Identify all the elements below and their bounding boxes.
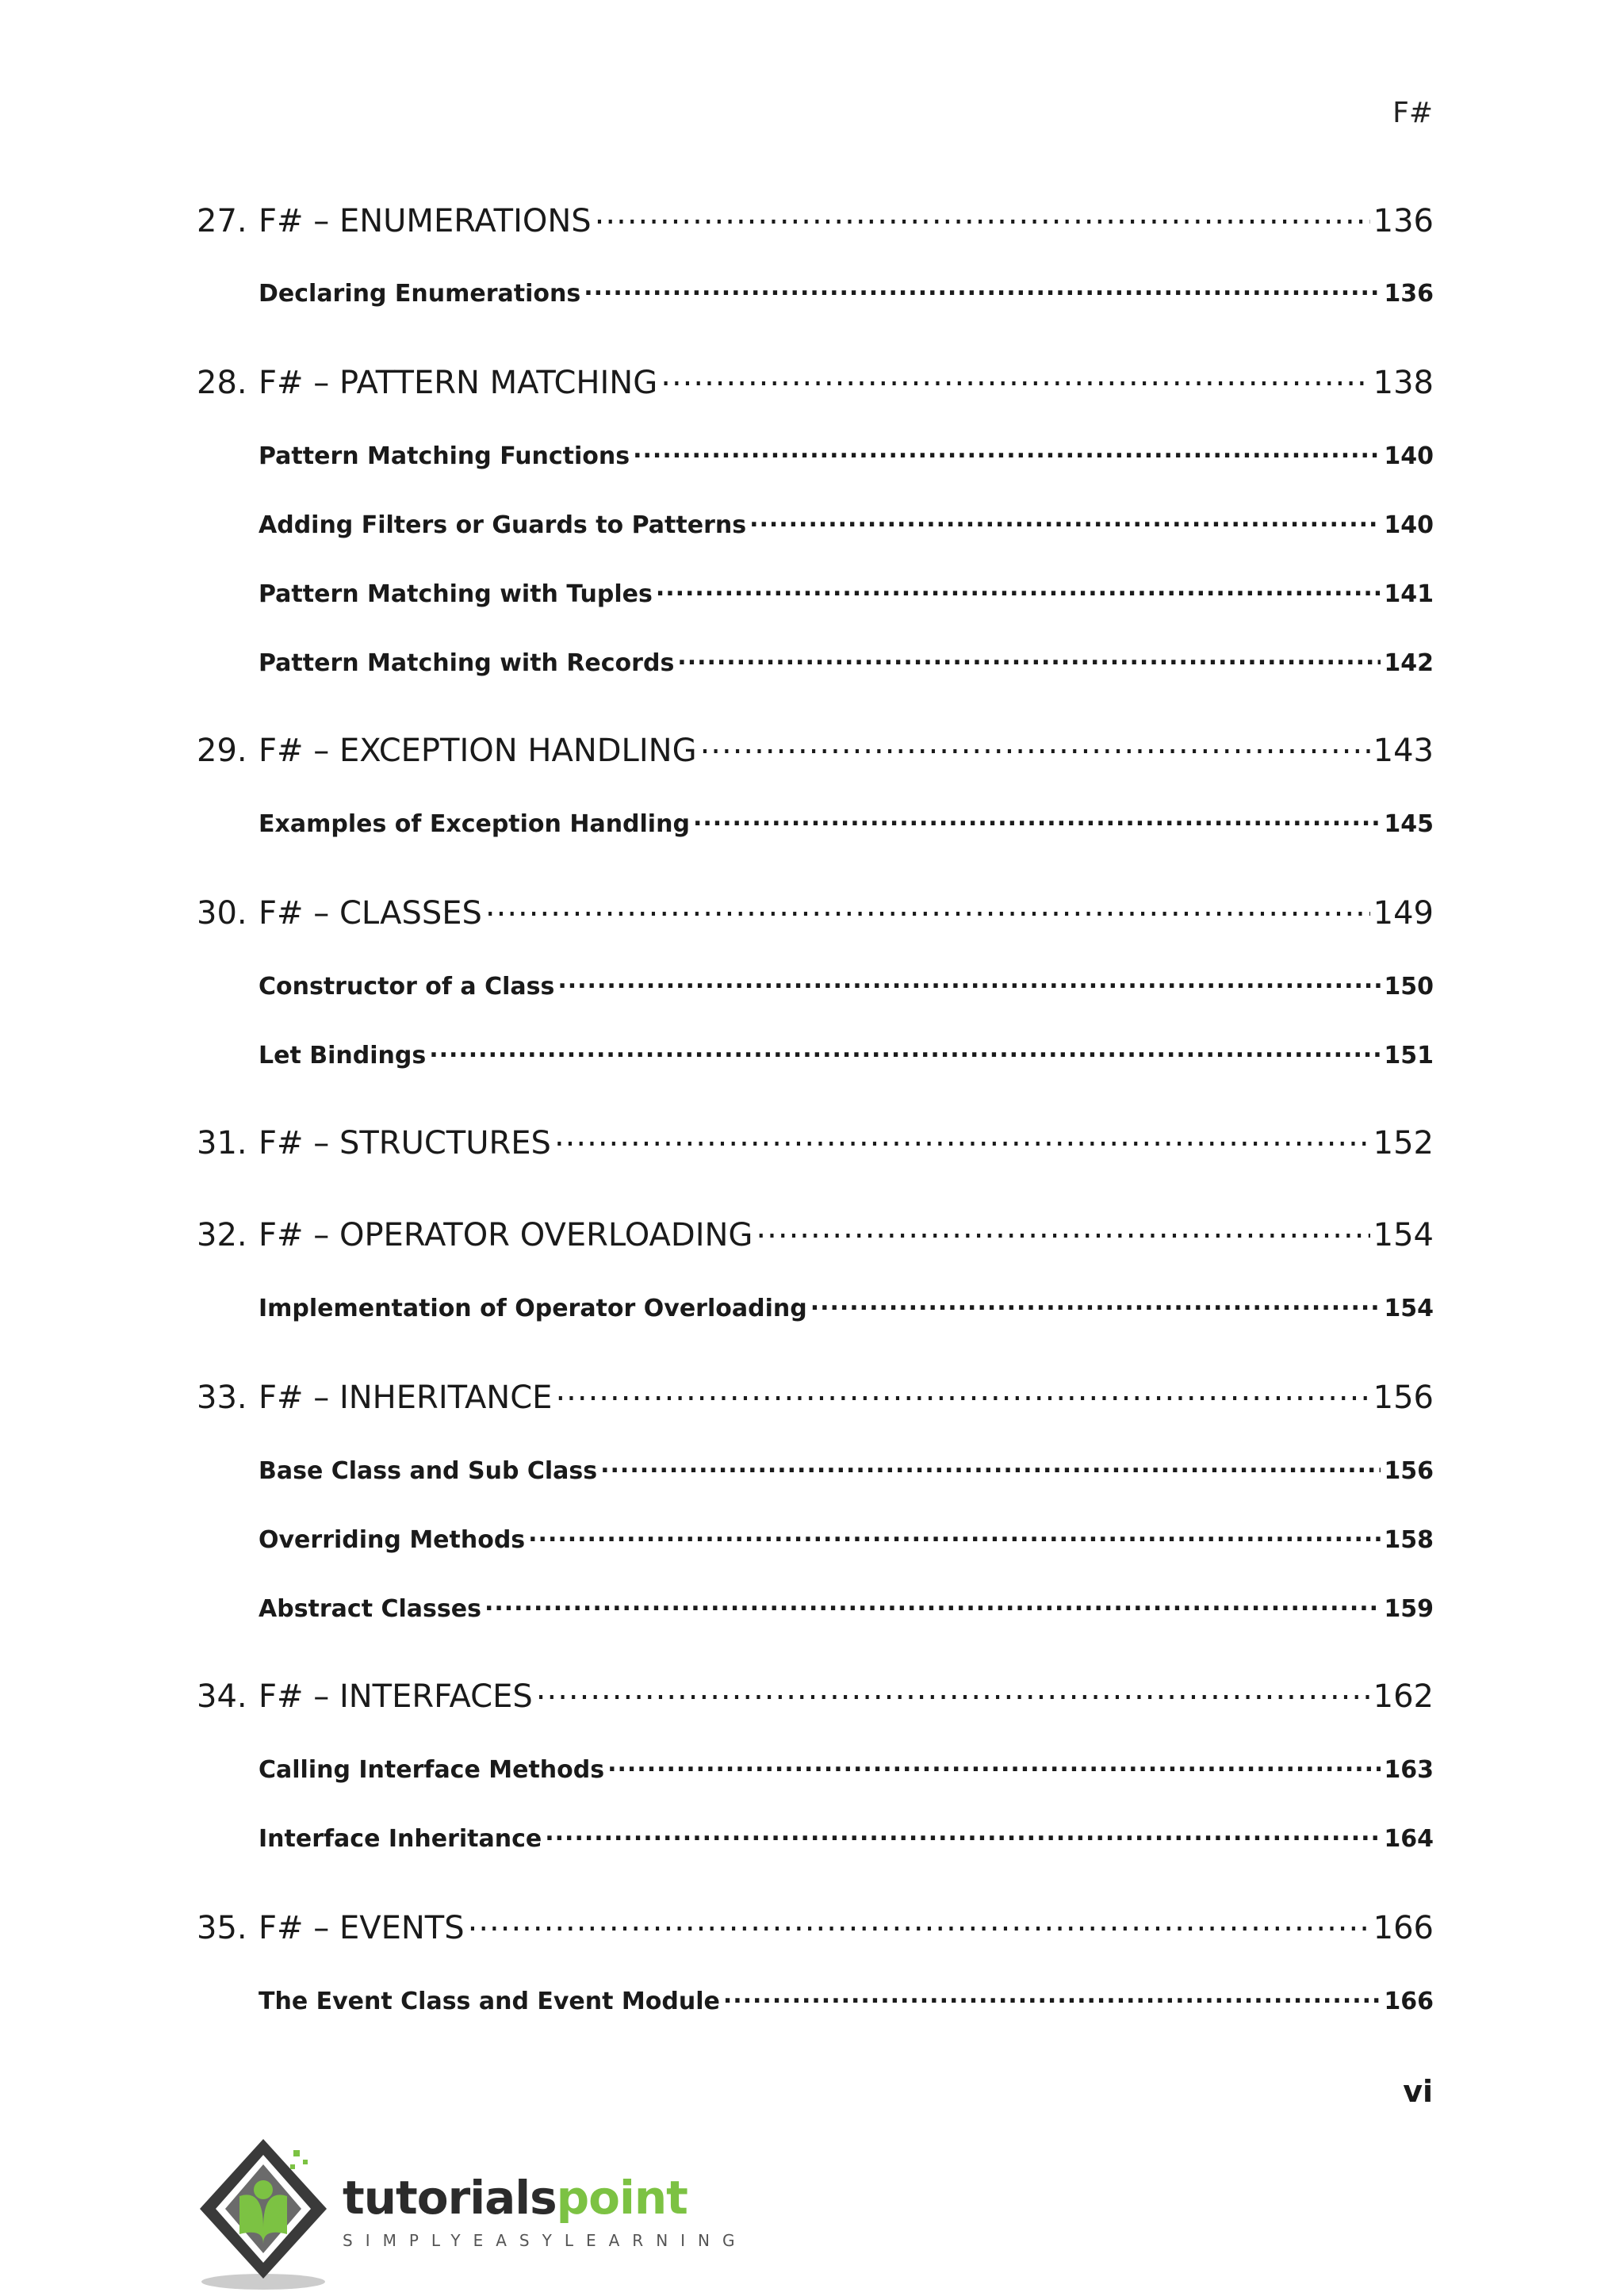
toc-dot-leader <box>595 200 1370 232</box>
toc-section-entry[interactable] <box>259 1754 1434 1784</box>
toc-dot-leader <box>485 892 1370 924</box>
logo-wordmark <box>343 2171 688 2225</box>
tutorialspoint-logo <box>195 2133 748 2291</box>
toc-dot-leader <box>756 1214 1369 1246</box>
toc-page-number: 163 <box>1384 1756 1434 1784</box>
toc-entry-title: F# – OPERATOR OVERLOADING <box>259 1217 753 1253</box>
toc-dot-leader <box>749 509 1381 533</box>
toc-entry-title: Pattern Matching with Records <box>259 649 675 677</box>
toc-page-number: 152 <box>1373 1125 1434 1161</box>
toc-entry-title: The Event Class and Event Module <box>259 1988 720 2015</box>
toc-page-number: 154 <box>1373 1217 1434 1253</box>
toc-chapter-entry[interactable] <box>197 200 1434 239</box>
toc-dot-leader <box>528 1524 1381 1548</box>
toc-section-entry[interactable] <box>259 578 1434 608</box>
toc-section-entry[interactable] <box>259 1985 1434 2015</box>
toc-chapter-number: 32. <box>197 1217 247 1253</box>
toc-chapter-entry[interactable] <box>197 1376 1434 1416</box>
toc-chapter-number: 35. <box>197 1910 247 1946</box>
toc-dot-leader <box>554 1122 1370 1154</box>
toc-chapter-number: 31. <box>197 1125 247 1161</box>
toc-section-entry[interactable] <box>259 1292 1434 1322</box>
toc-page-number: 158 <box>1384 1526 1434 1554</box>
logo-tagline: SIMPLYEASYLEARNING <box>343 2231 748 2250</box>
page-number: vi <box>1403 2074 1433 2109</box>
toc-page-number: 156 <box>1373 1380 1434 1416</box>
toc-entry-title: Adding Filters or Guards to Patterns <box>259 511 747 539</box>
toc-entry-title: F# – INTERFACES <box>259 1678 533 1715</box>
toc-section-entry[interactable] <box>259 1039 1434 1070</box>
toc-page-number: 156 <box>1384 1457 1434 1485</box>
toc-page-number: 136 <box>1373 203 1434 239</box>
toc-page-number: 138 <box>1373 365 1434 401</box>
toc-dot-leader <box>661 362 1369 393</box>
toc-page-number: 142 <box>1384 649 1434 677</box>
toc-entry-title: Pattern Matching with Tuples <box>259 580 653 608</box>
toc-page-number: 164 <box>1384 1825 1434 1853</box>
toc-entry-title: Pattern Matching Functions <box>259 442 630 470</box>
toc-entry-title: Examples of Exception Handling <box>259 810 690 838</box>
toc-chapter-number: 30. <box>197 895 247 932</box>
toc-dot-leader <box>656 578 1381 602</box>
toc-section-entry[interactable] <box>259 808 1434 838</box>
toc-page-number: 150 <box>1384 973 1434 1001</box>
toc-section-entry[interactable] <box>259 1455 1434 1485</box>
toc-entry-title: F# – STRUCTURES <box>259 1125 551 1161</box>
toc-entry-title: Constructor of a Class <box>259 973 555 1001</box>
toc-dot-leader <box>557 970 1381 994</box>
toc-chapter-number: 29. <box>197 733 247 769</box>
toc-chapter-entry[interactable] <box>197 729 1434 769</box>
toc-section-entry[interactable] <box>259 1823 1434 1853</box>
toc-section-entry[interactable] <box>259 440 1434 470</box>
logo-emblem-icon <box>195 2133 338 2291</box>
toc-page-number: 143 <box>1373 733 1434 769</box>
toc-entry-title: Base Class and Sub Class <box>259 1457 598 1485</box>
toc-page-number: 141 <box>1384 580 1434 608</box>
toc-entry-title: F# – PATTERN MATCHING <box>259 365 658 401</box>
toc-chapter-entry[interactable] <box>197 362 1434 401</box>
running-header: F# <box>1392 97 1433 129</box>
toc-dot-leader <box>429 1039 1381 1063</box>
toc-dot-leader <box>810 1292 1381 1316</box>
toc-chapter-entry[interactable] <box>197 1675 1434 1715</box>
toc-chapter-number: 28. <box>197 365 247 401</box>
toc-section-entry[interactable] <box>259 1524 1434 1554</box>
toc-page-number: 145 <box>1384 810 1434 838</box>
toc-section-entry[interactable] <box>259 970 1434 1001</box>
toc-chapter-number: 34. <box>197 1678 247 1715</box>
toc-chapter-entry[interactable] <box>197 1122 1434 1161</box>
toc-page-number: 154 <box>1384 1295 1434 1322</box>
toc-entry-title: F# – EXCEPTION HANDLING <box>259 733 697 769</box>
toc-dot-leader <box>584 277 1381 301</box>
toc-chapter-entry[interactable] <box>197 1907 1434 1946</box>
toc-dot-leader <box>555 1376 1369 1408</box>
toc-dot-leader <box>693 808 1381 832</box>
toc-entry-title: Overriding Methods <box>259 1526 526 1554</box>
toc-page-number: 162 <box>1373 1678 1434 1715</box>
toc-dot-leader <box>468 1907 1370 1938</box>
toc-section-entry[interactable] <box>259 647 1434 677</box>
toc-entry-title: Implementation of Operator Overloading <box>259 1295 807 1322</box>
toc-section-entry[interactable] <box>259 509 1434 539</box>
toc-dot-leader <box>600 1455 1381 1479</box>
toc-page-number: 136 <box>1384 280 1434 308</box>
toc-dot-leader <box>700 729 1370 761</box>
toc-page-number: 149 <box>1373 895 1434 932</box>
toc-page-number: 166 <box>1373 1910 1434 1946</box>
toc-section-entry[interactable] <box>259 1593 1434 1623</box>
toc-entry-title: Interface Inheritance <box>259 1825 542 1853</box>
toc-entry-title: Let Bindings <box>259 1042 427 1070</box>
toc-dot-leader <box>545 1823 1381 1846</box>
toc-entry-title: Declaring Enumerations <box>259 280 581 308</box>
toc-page-number: 151 <box>1384 1042 1434 1070</box>
toc-entry-title: F# – CLASSES <box>259 895 482 932</box>
toc-dot-leader <box>485 1593 1381 1617</box>
toc-section-entry[interactable] <box>259 277 1434 308</box>
toc-dot-leader <box>536 1675 1370 1707</box>
toc-page-number: 140 <box>1384 442 1434 470</box>
toc-dot-leader <box>723 1985 1381 2009</box>
logo-word-tutorials: tutorials <box>343 2171 557 2225</box>
toc-page-number: 159 <box>1384 1595 1434 1623</box>
toc-entry-title: F# – EVENTS <box>259 1910 465 1946</box>
toc-entry-title: F# – ENUMERATIONS <box>259 203 592 239</box>
toc-chapter-number: 27. <box>197 203 247 239</box>
toc-page-number: 166 <box>1384 1988 1434 2015</box>
toc-dot-leader <box>677 647 1381 671</box>
toc-dot-leader <box>633 440 1381 464</box>
toc-chapter-entry[interactable] <box>197 1214 1434 1253</box>
toc-entry-title: Abstract Classes <box>259 1595 481 1623</box>
toc-dot-leader <box>607 1754 1381 1777</box>
toc-entry-title: F# – INHERITANCE <box>259 1380 553 1416</box>
toc-chapter-entry[interactable] <box>197 892 1434 932</box>
logo-word-point: point <box>556 2171 688 2225</box>
toc-chapter-number: 33. <box>197 1380 247 1416</box>
toc-entry-title: Calling Interface Methods <box>259 1756 605 1784</box>
toc-page-number: 140 <box>1384 511 1434 539</box>
